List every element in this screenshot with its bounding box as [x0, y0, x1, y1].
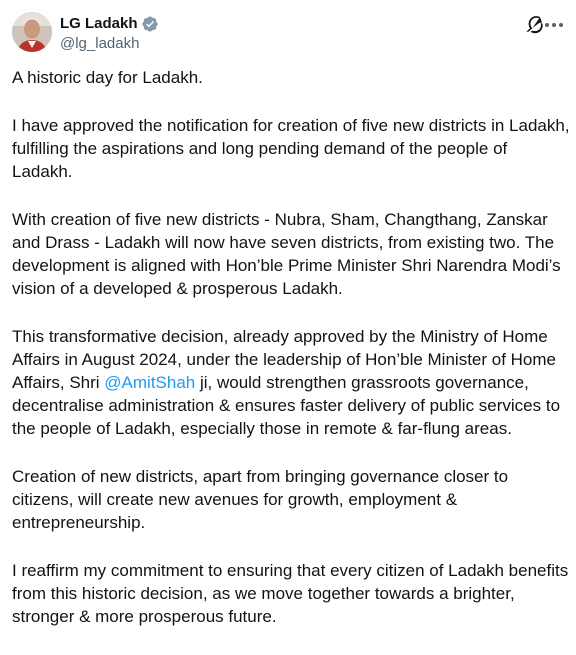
author-names: [60, 14, 159, 54]
post-paragraph-3: With creation of five new districts - Nubra, Sham, Changthang, Zanskar and Drass - Ladakh will now have seven districts, from existing two. The development is aligned with Hon’ble Prime Minister Shri Narendra Modi’s vision of a developed & prosperous Ladakh.: [12, 210, 561, 298]
post-paragraph-4-end: ji, would strengthen grassroots governance, decentralise administration & ensures faster delivery of public services to the people of Ladakh, especially those in remote & far-flung areas.: [12, 373, 561, 438]
post-paragraph-4: [12, 325, 572, 440]
avatar-image: [12, 12, 52, 52]
more-options-icon[interactable]: [542, 14, 566, 36]
author-handle[interactable]: @lg_ladakh: [60, 35, 140, 52]
post-paragraph-5: Creation of new districts, apart from bringing governance closer to citizens, will create new avenues for growth, employment & entrepreneurship.: [12, 467, 509, 532]
verified-badge-icon: [141, 15, 159, 33]
post-paragraph-4-start: This transformative decision, already approved by the Ministry of Home Affairs in August 2024, under the leadership of Hon’ble Minister of Home Affairs, Shri: [12, 327, 556, 392]
post-paragraph-6: I reaffirm my commitment to ensuring that every citizen of Ladakh benefits from this historic decision, as we move together towards a brighter, stronger & more prosperous future.: [12, 561, 569, 626]
mention-link-amitshah[interactable]: @AmitShah: [104, 373, 196, 392]
display-name-row: [60, 14, 159, 34]
post-paragraph-2: I have approved the notification for creation of five new districts in Ladakh, fulfilling the aspirations and long pending demand of the people of Ladakh.: [12, 116, 570, 181]
post-header: [12, 12, 564, 56]
post-paragraph-1: A historic day for Ladakh.: [12, 68, 203, 87]
display-name[interactable]: LG Ladakh: [60, 15, 138, 32]
avatar[interactable]: [12, 12, 52, 52]
post-text: [12, 66, 572, 653]
